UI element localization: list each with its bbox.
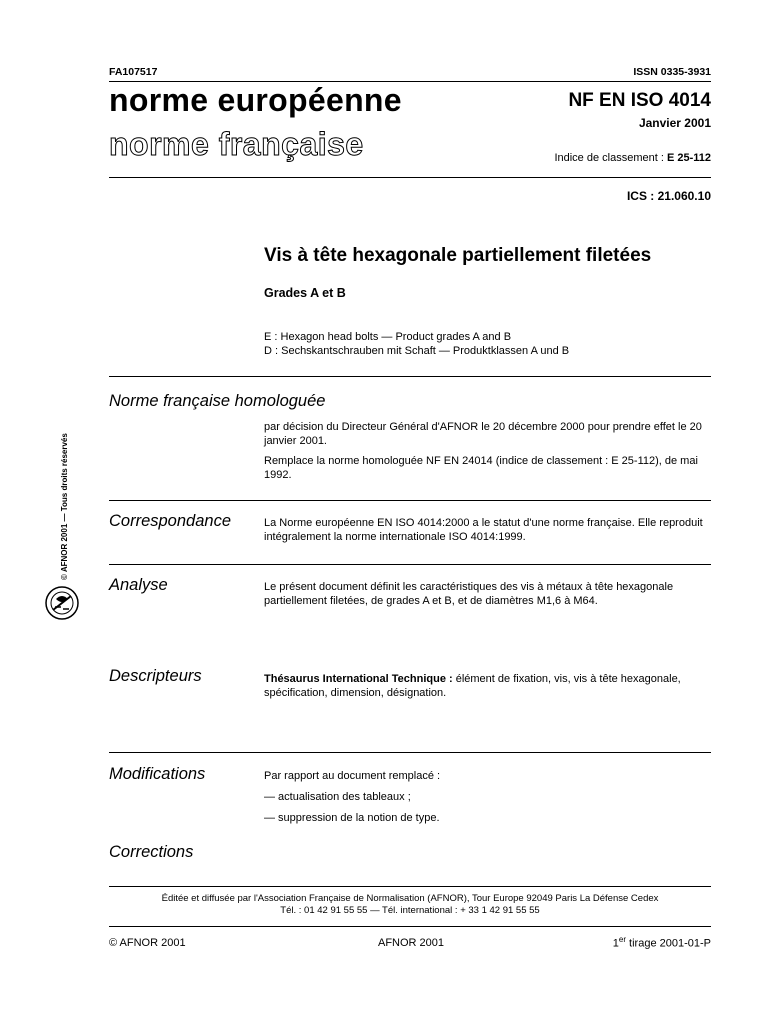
tirage-number: 1 xyxy=(612,937,619,950)
tirage-superscript: er xyxy=(618,935,626,944)
classification-label: Indice de classement : xyxy=(554,152,667,164)
classification-value: E 25-112 xyxy=(666,152,711,164)
homologuee-paragraph-2: Remplace la norme homologuée NF EN 24014 (indice de classement : E 25-112), de mai 1992. xyxy=(264,455,698,481)
descripteurs-terms: élément de fixation, vis, vis à tête hexagonale, spécification, dimension, désignation. xyxy=(264,673,681,699)
document-reference: FA107517 xyxy=(109,66,158,78)
section-title-homologuee: Norme française homologuée xyxy=(109,392,326,410)
footer-tirage xyxy=(613,935,711,950)
descripteurs-text xyxy=(264,672,712,700)
homologuee-divider xyxy=(109,500,711,501)
issn-number: ISSN 0335-3931 xyxy=(633,66,711,78)
publisher-line-1: Éditée et diffusée par l'Association Française de Normalisation (AFNOR), Tour Europe 92049 Paris La Défense Cedex xyxy=(161,893,659,904)
document-subtitle: Grades A et B xyxy=(264,286,346,300)
descripteurs-divider xyxy=(109,752,711,753)
title-norme-europeenne: norme européenne xyxy=(109,82,402,118)
analyse-text: Le présent document définit les caractéristiques des vis à métaux à tête hexagonale partiellement filetées, de grades A et B, et de diamètres M1,6 à M64. xyxy=(264,581,674,607)
footer-copyright: © AFNOR 2001 xyxy=(109,937,186,949)
modifications-intro: Par rapport au document remplacé : xyxy=(264,770,441,782)
descripteurs-label: Thésaurus International Technique : xyxy=(264,673,456,685)
section-title-correspondance: Correspondance xyxy=(109,512,231,530)
section-title-descripteurs: Descripteurs xyxy=(109,667,202,685)
tirage-text: tirage 2001-01-P xyxy=(626,937,711,950)
classification-index xyxy=(554,152,711,164)
translation-german: D : Sechskantschrauben mit Schaft — Produktklassen A und B xyxy=(264,345,570,357)
header-bottom-divider xyxy=(109,177,711,178)
homologuee-paragraph-1: par décision du Directeur Général d'AFNOR le 20 décembre 2000 pour prendre effet le 20 janvier 2001. xyxy=(264,421,702,447)
correspondance-divider xyxy=(109,564,711,565)
publisher-info xyxy=(109,893,711,917)
ics-code: ICS : 21.060.10 xyxy=(626,189,711,203)
modifications-item-1: — actualisation des tableaux ; xyxy=(264,791,411,803)
publication-date: Janvier 2001 xyxy=(638,116,711,130)
publisher-line-2: Tél. : 01 42 91 55 55 — Tél. international : + 33 1 42 91 55 55 xyxy=(280,905,540,916)
title-divider xyxy=(109,376,711,377)
sidebar-copyright-text: © AFNOR 2001 — Tous droits réservés xyxy=(60,433,69,580)
standard-number: NF EN ISO 4014 xyxy=(568,90,711,111)
footer-center: AFNOR 2001 xyxy=(378,937,445,949)
afnor-seal-icon xyxy=(44,585,80,621)
correspondance-text: La Norme européenne EN ISO 4014:2000 a le statut d'une norme française. Elle reproduit intégralement la norme internationale ISO 4014:1999. xyxy=(264,517,703,543)
corrections-divider xyxy=(109,886,711,887)
document-title: Vis à tête hexagonale partiellement filetées xyxy=(264,245,652,266)
section-title-corrections: Corrections xyxy=(109,843,194,861)
section-title-modifications: Modifications xyxy=(109,765,206,783)
modifications-item-2: — suppression de la notion de type. xyxy=(264,812,440,824)
sidebar-copyright xyxy=(60,433,69,580)
translation-english: E : Hexagon head bolts — Product grades A and B xyxy=(264,331,512,343)
footer-divider xyxy=(109,926,711,927)
section-title-analyse: Analyse xyxy=(109,576,168,594)
title-norme-francaise: norme française xyxy=(109,126,364,162)
